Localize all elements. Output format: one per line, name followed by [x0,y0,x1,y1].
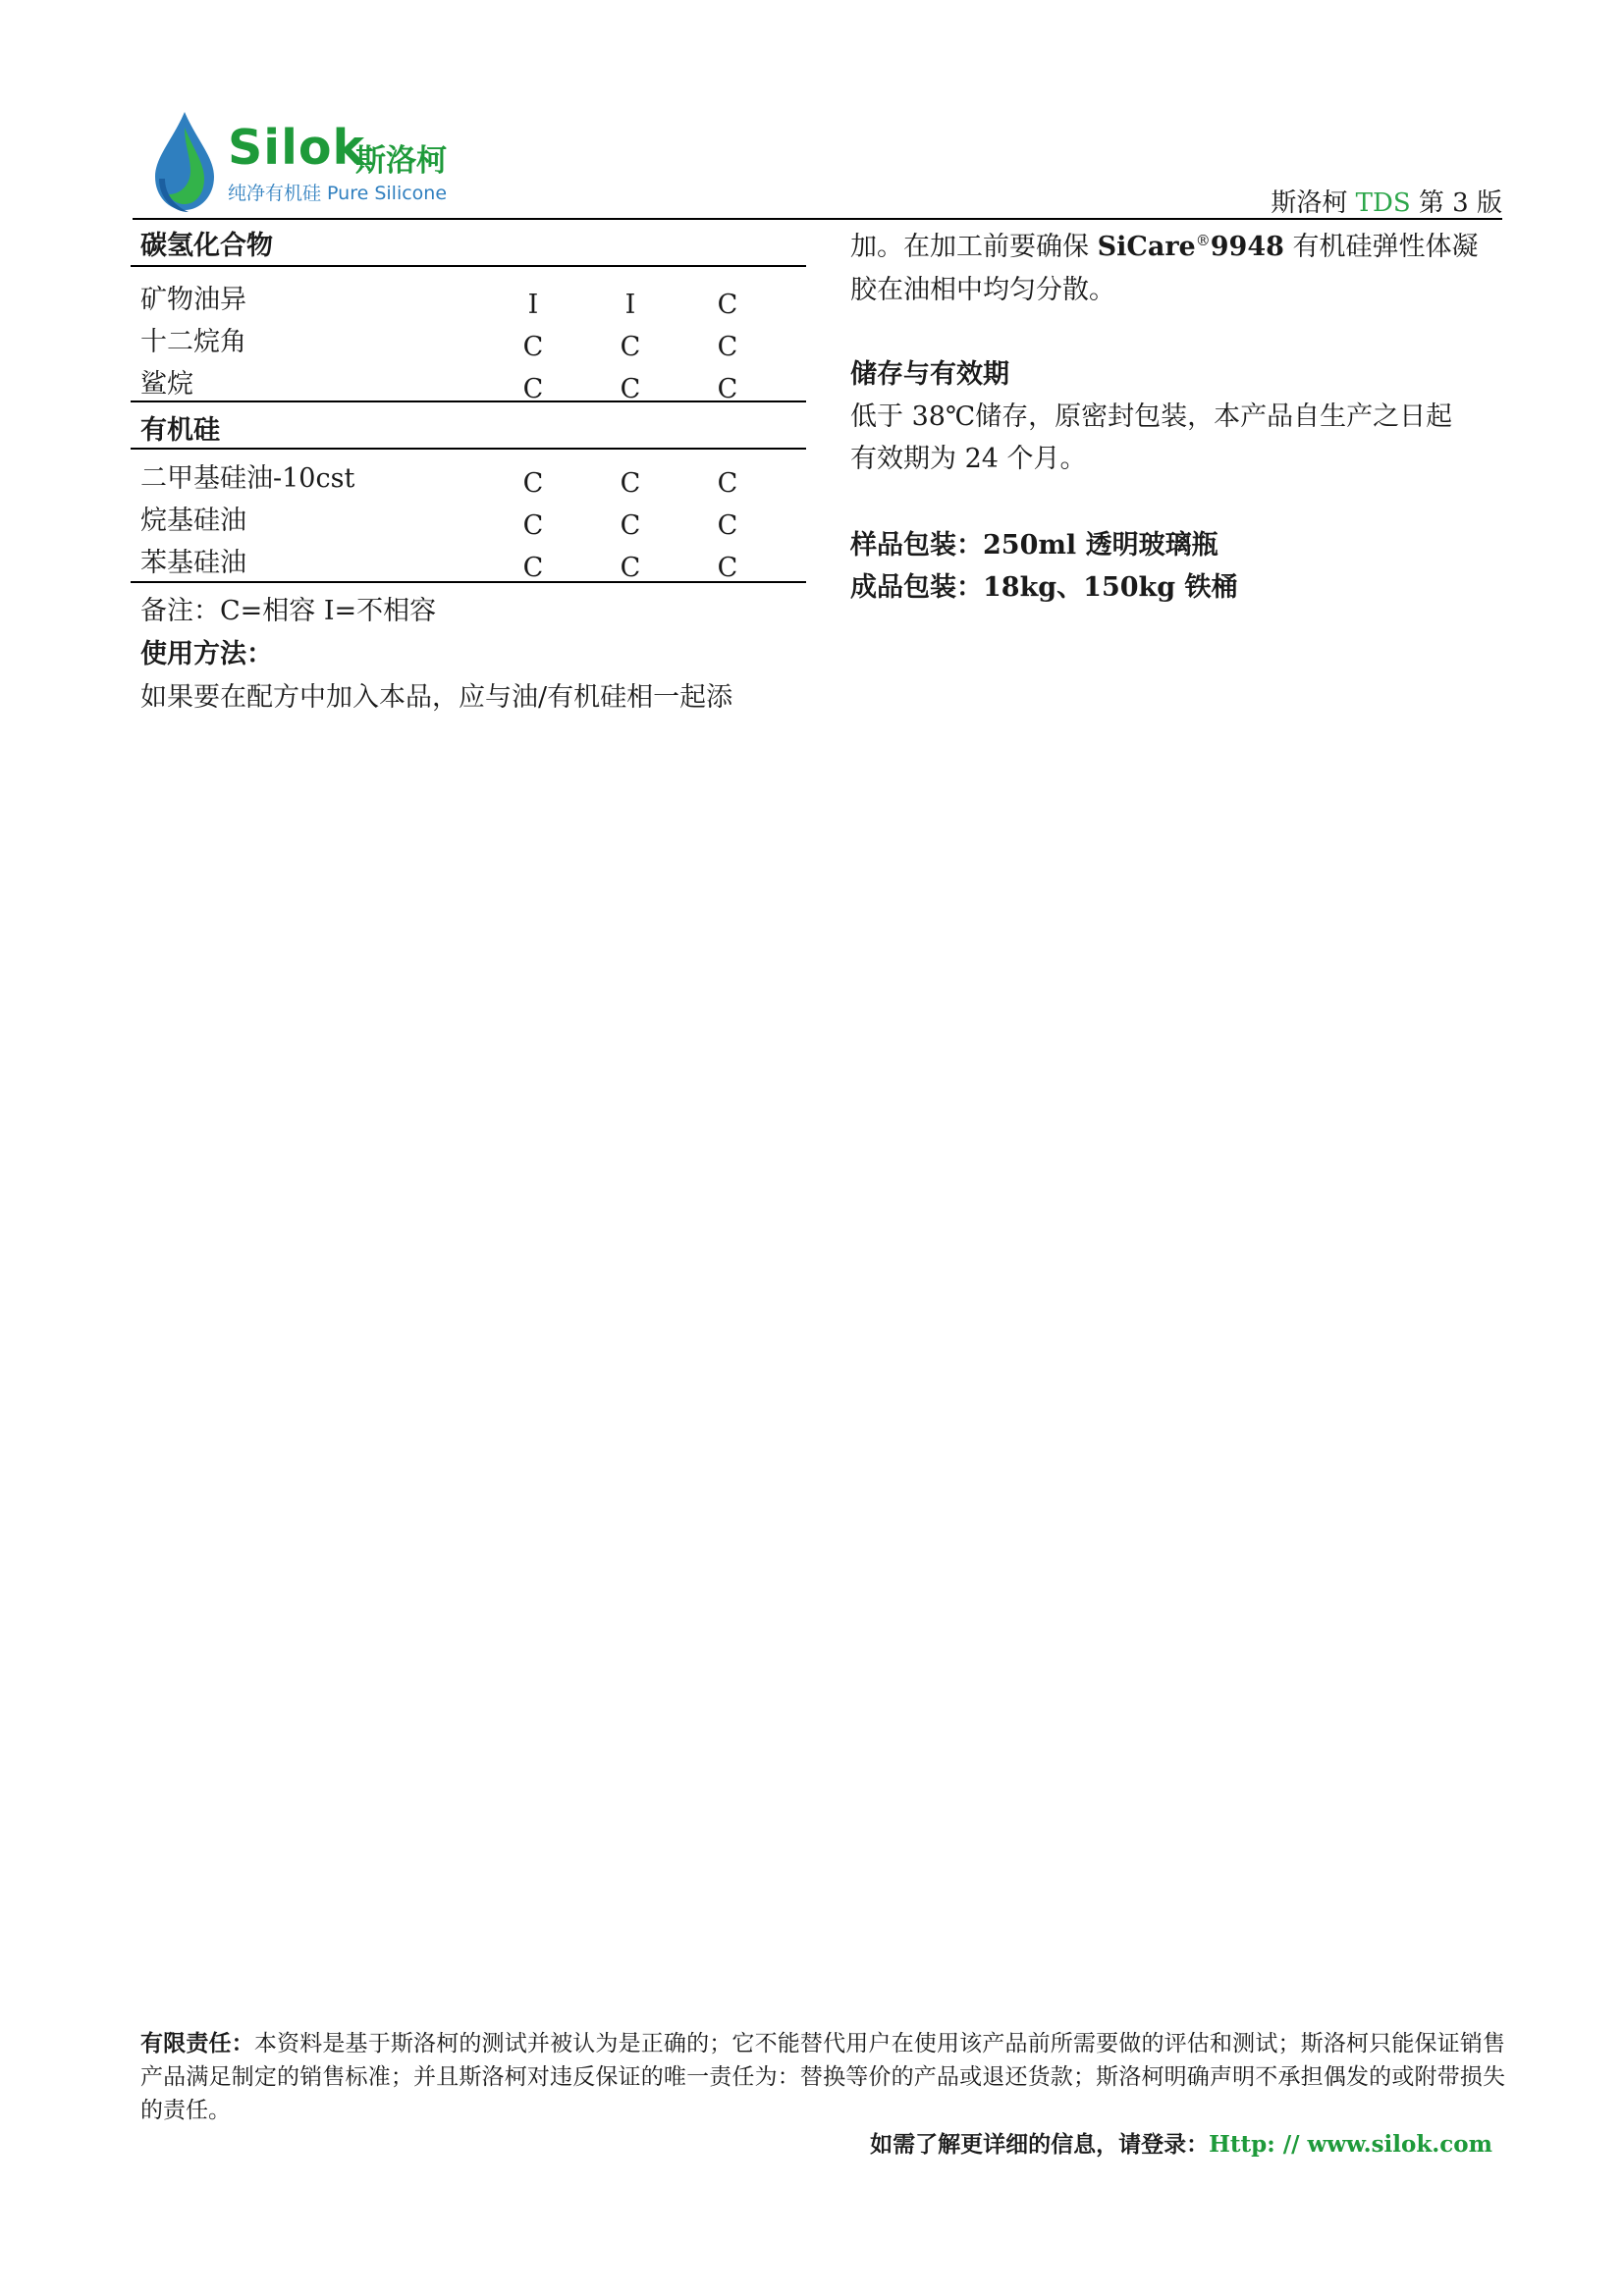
logo-brand: Silok [228,120,366,176]
document-version [1271,183,1502,219]
table-cell: C [522,374,544,404]
disclaimer-label: 有限责任： [140,2031,254,2056]
usage-text-continued [850,225,1479,263]
table-rule [131,581,806,583]
logo-tagline: 纯净有机硅 Pure Silicone [228,183,448,204]
logo-brand-cn: 斯洛柯 [355,143,447,179]
usage-text-continued: 胶在油相中均匀分散。 [850,275,1115,305]
table-row-name: 烷基硅油 [140,506,246,536]
storage-text: 低于 38℃储存，原密封包装，本产品自生产之日起 [850,401,1453,432]
table-cell: C [717,468,738,499]
compatibility-note: 备注：C=相容 I=不相容 [140,596,437,626]
storage-title: 储存与有效期 [850,359,1009,390]
table-row-name: 矿物油异 [140,285,246,315]
product-packaging: 成品包装：18kg、150kg 铁桶 [850,572,1238,603]
table-cell: C [522,553,544,583]
table-row-name: 苯基硅油 [140,548,246,578]
table-cell: C [620,510,641,541]
table-cell: C [620,332,641,362]
storage-text: 有效期为 24 个月。 [850,444,1087,474]
section-title-silicone: 有机硅 [140,415,220,446]
disclaimer [140,2027,1505,2127]
header-divider [133,218,1502,220]
table-rule [131,400,806,402]
table-cell: C [522,510,544,541]
more-info [870,2126,1492,2159]
website-link[interactable]: Http: // www.silok.com [1209,2131,1492,2158]
disclaimer-text: 本资料是基于斯洛柯的测试并被认为是正确的；它不能替代用户在使用该产品前所需要做的评估和测试；斯洛柯只能保证销售产品满足制定的销售标准；并且斯洛柯对违反保证的唯一责任为：替换等价的产品或退还货款；斯洛柯明确声明不承担偶发的或附带损失的责任。 [140,2031,1506,2123]
table-cell: I [527,290,539,320]
product-name: SiCare [1097,232,1196,262]
product-number: 9948 [1210,232,1284,262]
table-row-name: 十二烷角 [140,327,246,357]
table-rule [131,448,806,450]
table-cell: C [717,510,738,541]
table-cell: C [717,332,738,362]
logo-drop-icon [145,110,224,214]
table-cell: C [522,468,544,499]
table-cell: C [620,374,641,404]
table-cell: I [624,290,636,320]
usage-text-part: 加。在加工前要确保 [850,232,1098,262]
table-cell: C [620,468,641,499]
table-cell: C [717,290,738,320]
registered-mark: ® [1195,232,1211,249]
table-row-name: 鲨烷 [140,369,193,400]
version-company: 斯洛柯 [1271,188,1348,218]
version-tds: TDS [1355,188,1411,218]
table-cell: C [717,553,738,583]
table-cell: C [620,553,641,583]
version-edition: 第 3 版 [1418,188,1502,218]
sample-packaging: 样品包装：250ml 透明玻璃瓶 [850,530,1218,561]
table-cell: C [717,374,738,404]
table-row-name: 二甲基硅油-10cst [140,463,355,494]
section-title-hydrocarbons: 碳氢化合物 [140,231,273,261]
table-cell: C [522,332,544,362]
usage-text-part: 有机硅弹性体凝 [1283,232,1479,262]
table-rule [131,265,806,267]
more-info-label: 如需了解更详细的信息，请登录： [870,2131,1210,2158]
usage-text: 如果要在配方中加入本品，应与油/有机硅相一起添 [140,682,733,713]
usage-title: 使用方法： [140,639,273,669]
